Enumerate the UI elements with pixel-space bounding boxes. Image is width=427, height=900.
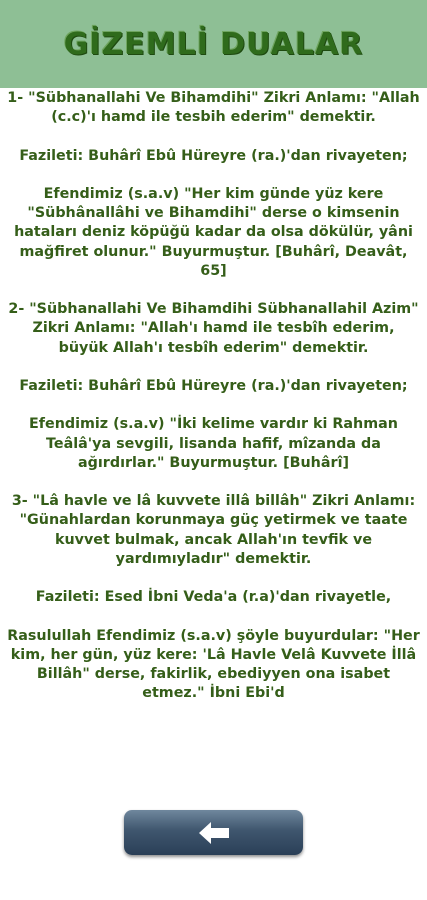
header-bar — [0, 0, 427, 88]
paragraph-1-title: 1- "Sübhanallahi Ve Bihamdihi" Zikri Anlamı: "Allah (c.c)'ı hamd ile tesbih ederim" demektir. — [7, 90, 420, 126]
paragraph-1-hadith: Efendimiz (s.a.v) "Her kim günde yüz kere "Sübhânallâhi ve Bihamdihi" derse o kimsenin hataları deniz köpüğü kadar da olsa dökülür, yâni mağfiret olunur." Buyurmuştur. [Buhârî, Deavât, 65] — [14, 185, 413, 279]
back-button[interactable] — [124, 810, 303, 855]
paragraph-3-virtue: Fazileti: Esed İbni Veda'a (r.a)'dan rivayetle, — [35, 589, 392, 606]
page-title: GİZEMLİ DUALAR — [63, 26, 364, 62]
paragraph-3-title: 3- "Lâ havle ve lâ kuvvete illâ billâh" Zikri Anlamı: "Günahlardan korunmaya güç yetirmek ve taate kuvvet bulmak, ancak Allah'ın tevfik ve yardımıyladır" demektir. — [11, 493, 416, 567]
arrow-left-icon — [197, 820, 231, 846]
paragraph-3-hadith: Rasulullah Efendimiz (s.a.v) şöyle buyurdular: "Her kim, her gün, yüz kere: 'Lâ Havle Velâ Kuvvete İllâ Billâh" derse, fakirlik, ebediyyen ona isabet etmez." İbni Ebi'd — [7, 627, 420, 702]
paragraph-2-virtue: Fazileti: Buhârî Ebû Hüreyre (ra.)'dan rivayeten; — [19, 377, 408, 394]
paragraph-2-hadith: Efendimiz (s.a.v) "İki kelime vardır ki Rahman Teâlâ'ya sevgili, lisanda hafif, mîzanda da ağırdırlar." Buyurmuştur. [Buhârî] — [29, 416, 398, 471]
paragraph-1-virtue: Fazileti: Buhârî Ebû Hüreyre (ra.)'dan rivayeten; — [19, 147, 408, 164]
prayer-text-scroll[interactable] — [0, 88, 427, 796]
footer-bar — [0, 796, 427, 900]
prayer-text — [0, 88, 427, 703]
paragraph-2-title: 2- "Sübhanallahi Ve Bihamdihi Sübhanallahil Azim" Zikri Anlamı: "Allah'ı hamd ile tesbîh ederim, büyük Allah'ı tesbîh ederim" demektir. — [8, 301, 419, 356]
